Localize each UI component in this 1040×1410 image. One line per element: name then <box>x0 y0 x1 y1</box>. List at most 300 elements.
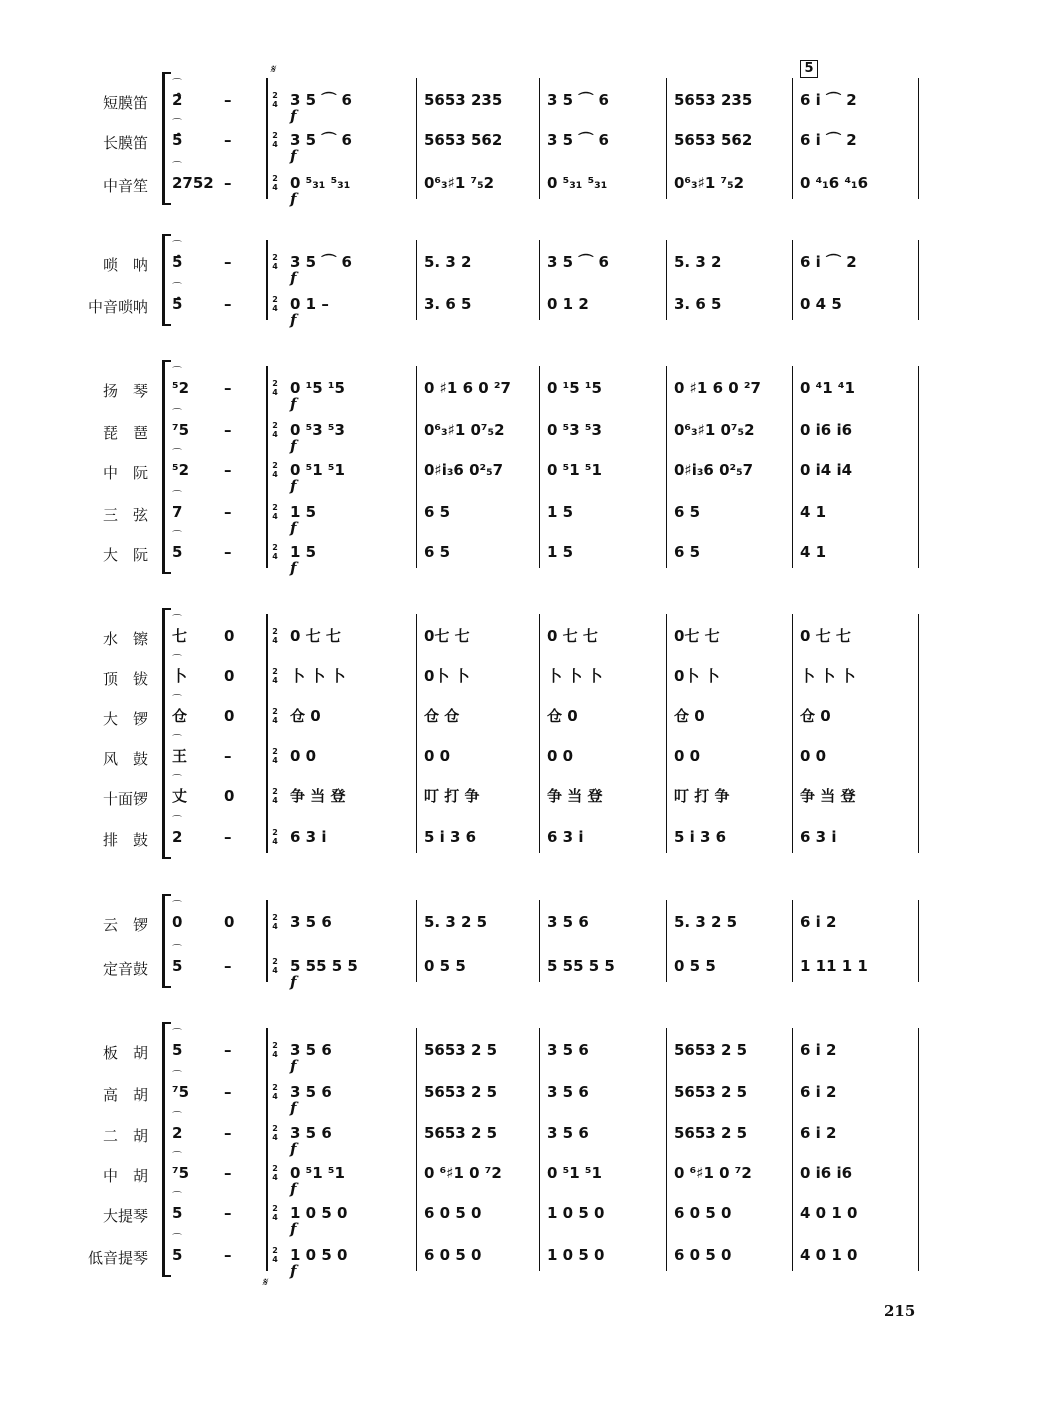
barline <box>266 78 268 199</box>
measure-cell: 0 ⁵₃₁ ⁵₃₁ <box>547 174 608 192</box>
pickup-note: 2 <box>172 828 183 846</box>
instrument-label: 中 胡 <box>102 1167 148 1185</box>
barline <box>666 78 667 199</box>
fermata-icon: ⌒ <box>172 241 182 252</box>
measure-cell: 0⁶₃♯1 ⁷₅2 <box>424 174 495 192</box>
time-signature-top: 2 <box>272 379 278 388</box>
measure-cell: 6 i 2 <box>800 913 837 931</box>
measure-cell: 3 5 ⌒ 6 <box>290 253 352 271</box>
pickup-note: 5̂ <box>172 131 183 149</box>
pickup-rest: – <box>224 91 232 109</box>
pickup-rest: – <box>224 174 232 192</box>
instrument-label: 水 镲 <box>102 630 148 648</box>
instrument-label: 扬 琴 <box>102 382 148 400</box>
time-signature-top: 2 <box>272 421 278 430</box>
pickup-rest: – <box>224 543 232 561</box>
dynamic-marking: f <box>290 519 297 537</box>
measure-cell: 1 11 1 1 <box>800 957 868 975</box>
time-signature-top: 2 <box>272 295 278 304</box>
time-signature-bottom: 4 <box>272 1050 278 1059</box>
pickup-rest: – <box>224 1041 232 1059</box>
time-signature-bottom: 4 <box>272 262 278 271</box>
measure-cell: 6 5 <box>674 503 701 521</box>
time-signature-bottom: 4 <box>272 922 278 931</box>
measure-cell: 3. 6 5 <box>424 295 472 313</box>
measure-cell: 0 5 5 <box>424 957 466 975</box>
fermata-icon: ⌒ <box>172 945 182 956</box>
fermata-icon: ⌒ <box>172 735 182 746</box>
time-signature-top: 2 <box>272 131 278 140</box>
measure-cell: 3 5 6 <box>290 1083 332 1101</box>
measure-cell: 0 七 七 <box>800 627 851 645</box>
measure-cell: 3 5 ⌒ 6 <box>547 91 609 109</box>
time-signature-bottom: 4 <box>272 636 278 645</box>
measure-cell: 0卜 卜 <box>424 667 470 685</box>
pickup-note: 5 <box>172 543 183 561</box>
measure-cell: 4 1 <box>800 543 827 561</box>
group-brace-gongs <box>162 894 165 988</box>
pickup-rest: – <box>224 1164 232 1182</box>
pickup-rest: 0 <box>224 707 235 725</box>
time-signature-bottom: 4 <box>272 512 278 521</box>
barline <box>918 366 919 568</box>
measure-cell: 5 55 5 5 <box>547 957 615 975</box>
time-signature-bottom: 4 <box>272 716 278 725</box>
pickup-note: 2752 <box>172 174 214 192</box>
pickup-note: ⁵2 <box>172 461 190 479</box>
measure-cell: 叮 打 争 <box>674 787 730 805</box>
page-number: 215 <box>884 1302 916 1320</box>
measure-cell: 3 5 6 <box>547 1083 589 1101</box>
time-signature-bottom: 4 <box>272 100 278 109</box>
time-signature-top: 2 <box>272 1083 278 1092</box>
measure-cell: 1 5 <box>547 503 574 521</box>
barline <box>539 78 540 199</box>
fermata-icon: ⌒ <box>172 1029 182 1040</box>
measure-cell: 5653 2 5 <box>424 1041 498 1059</box>
measure-cell: 6 i 2 <box>800 1124 837 1142</box>
dynamic-marking: f <box>290 395 297 413</box>
instrument-label: 顶 钹 <box>102 670 148 688</box>
pickup-note: 2̂ <box>172 91 183 109</box>
time-signature-top: 2 <box>272 957 278 966</box>
measure-cell: 5. 3 2 5 <box>674 913 738 931</box>
barline <box>792 1028 793 1271</box>
measure-cell: 5. 3 2 5 <box>424 913 488 931</box>
pickup-rest: – <box>224 1083 232 1101</box>
time-signature-top: 2 <box>272 503 278 512</box>
measure-cell: 0♯i₃6 0²₅7 <box>674 461 754 479</box>
dynamic-marking: f <box>290 1220 297 1238</box>
pickup-note: 2 <box>172 1124 183 1142</box>
pickup-note: 5 <box>172 957 183 975</box>
measure-cell: 6 0 5 0 <box>424 1246 482 1264</box>
measure-cell: 4 0 1 0 <box>800 1246 858 1264</box>
fermata-icon: ⌒ <box>172 119 182 130</box>
measure-cell: 仓 0 <box>290 707 321 725</box>
dynamic-marking: f <box>290 477 297 495</box>
instrument-label: 唢 呐 <box>102 256 148 274</box>
barline <box>266 900 268 982</box>
measure-cell: 卜 卜 卜 <box>547 667 603 685</box>
fermata-icon: ⌒ <box>172 655 182 666</box>
instrument-label: 低音提琴 <box>87 1249 148 1267</box>
pickup-note: ⁷5 <box>172 1083 190 1101</box>
measure-cell: 0 5 5 <box>674 957 716 975</box>
measure-cell: 0⁶₃♯1 0⁷₅2 <box>424 421 505 439</box>
time-signature-bottom: 4 <box>272 388 278 397</box>
measure-cell: 0 1 – <box>290 295 329 313</box>
barline <box>918 614 919 853</box>
measure-cell: 3 5 ⌒ 6 <box>547 131 609 149</box>
measure-cell: 0 七 七 <box>290 627 341 645</box>
instrument-label: 高 胡 <box>102 1086 148 1104</box>
time-signature-bottom: 4 <box>272 304 278 313</box>
barline <box>266 366 268 568</box>
measure-cell: 0 ¹5 ¹5 <box>290 379 345 397</box>
measure-cell: 仓 0 <box>547 707 578 725</box>
fermata-icon: ⌒ <box>172 695 182 706</box>
measure-cell: 4 1 <box>800 503 827 521</box>
time-signature-top: 2 <box>272 707 278 716</box>
measure-cell: 0 ¹5 ¹5 <box>547 379 602 397</box>
pickup-rest: – <box>224 421 232 439</box>
pickup-rest: – <box>224 1204 232 1222</box>
measure-cell: 6 3 i <box>290 828 327 846</box>
pickup-note: 王 <box>172 747 188 765</box>
time-signature-top: 2 <box>272 253 278 262</box>
measure-cell: 6 0 5 0 <box>424 1204 482 1222</box>
pickup-rest: – <box>224 747 232 765</box>
measure-cell: 6 5 <box>674 543 701 561</box>
measure-cell: 0 0 <box>674 747 701 765</box>
instrument-label: 十面锣 <box>102 790 148 808</box>
measure-cell: 6 i 2 <box>800 1083 837 1101</box>
pickup-note: ⁷5 <box>172 1164 190 1182</box>
measure-cell: 争 当 登 <box>800 787 856 805</box>
measure-cell: 卜 卜 卜 <box>290 667 346 685</box>
fermata-icon: ⌒ <box>172 1112 182 1123</box>
measure-cell: 5. 3 2 <box>674 253 722 271</box>
measure-cell: 0 0 <box>424 747 451 765</box>
pickup-rest: – <box>224 379 232 397</box>
instrument-label: 大提琴 <box>102 1207 148 1225</box>
pickup-note: 卜 <box>172 667 188 685</box>
time-signature-top: 2 <box>272 747 278 756</box>
pickup-note: ⁷5 <box>172 421 190 439</box>
barline <box>416 78 417 199</box>
dynamic-marking: f <box>290 107 297 125</box>
segno-icon: 𝄋 <box>270 62 276 76</box>
measure-cell: 0 ♯1 6 0 ²7 <box>674 379 761 397</box>
group-brace-percussion <box>162 608 165 859</box>
pickup-note: 5 <box>172 1246 183 1264</box>
barline <box>666 366 667 568</box>
measure-cell: 0 i6 i6 <box>800 421 853 439</box>
measure-cell: 0 ♯1 6 0 ²7 <box>424 379 511 397</box>
measure-cell: 3 5 6 <box>547 1041 589 1059</box>
measure-cell: 5653 235 <box>424 91 503 109</box>
pickup-rest: 0 <box>224 787 235 805</box>
fermata-icon: ⌒ <box>172 409 182 420</box>
time-signature-bottom: 4 <box>272 676 278 685</box>
instrument-label: 风 鼓 <box>102 750 148 768</box>
time-signature-top: 2 <box>272 627 278 636</box>
barline <box>539 366 540 568</box>
fermata-icon: ⌒ <box>172 1152 182 1163</box>
time-signature-top: 2 <box>272 913 278 922</box>
measure-cell: 3 5 6 <box>547 1124 589 1142</box>
dynamic-marking: f <box>290 1140 297 1158</box>
measure-cell: 5653 2 5 <box>674 1124 748 1142</box>
measure-cell: 0 1 2 <box>547 295 589 313</box>
pickup-note: 七 <box>172 627 188 645</box>
fermata-icon: ⌒ <box>172 162 182 173</box>
time-signature-top: 2 <box>272 543 278 552</box>
time-signature-bottom: 4 <box>272 430 278 439</box>
pickup-rest: – <box>224 1124 232 1142</box>
group-brace-plucked <box>162 360 165 574</box>
dynamic-marking: f <box>290 1099 297 1117</box>
dynamic-marking: f <box>290 437 297 455</box>
group-brace-suona <box>162 234 165 326</box>
barline <box>666 900 667 982</box>
time-signature-bottom: 4 <box>272 756 278 765</box>
group-brace-strings <box>162 1022 165 1277</box>
pickup-rest: – <box>224 828 232 846</box>
barline <box>918 78 919 199</box>
dynamic-marking: f <box>290 190 297 208</box>
time-signature-top: 2 <box>272 1164 278 1173</box>
time-signature-top: 2 <box>272 1204 278 1213</box>
fermata-icon: ⌒ <box>172 1192 182 1203</box>
time-signature-top: 2 <box>272 1246 278 1255</box>
measure-cell: 3 5 6 <box>290 1124 332 1142</box>
fermata-icon: ⌒ <box>172 1071 182 1082</box>
measure-cell: 6 5 <box>424 543 451 561</box>
measure-cell: 0 ⁵3 ⁵3 <box>290 421 345 439</box>
measure-cell: 0 ⁴₁6 ⁴₁6 <box>800 174 869 192</box>
instrument-label: 中音笙 <box>102 177 148 195</box>
fermata-icon: ⌒ <box>172 1234 182 1245</box>
measure-cell: 0 ⁵1 ⁵1 <box>290 461 345 479</box>
pickup-rest: 0 <box>224 627 235 645</box>
time-signature-bottom: 4 <box>272 470 278 479</box>
barline <box>792 78 793 199</box>
measure-cell: 5653 235 <box>674 91 753 109</box>
instrument-label: 长膜笛 <box>102 134 148 152</box>
time-signature-top: 2 <box>272 1124 278 1133</box>
measure-cell: 5653 562 <box>424 131 503 149</box>
instrument-label: 二 胡 <box>102 1127 148 1145</box>
instrument-label: 定音鼓 <box>102 960 148 978</box>
measure-cell: 6 i ⌒ 2 <box>800 131 857 149</box>
instrument-label: 大 锣 <box>102 710 148 728</box>
time-signature-bottom: 4 <box>272 1092 278 1101</box>
barline <box>792 240 793 320</box>
measure-cell: 3 5 ⌒ 6 <box>290 131 352 149</box>
dynamic-marking: f <box>290 559 297 577</box>
measure-cell: 5 i 3 6 <box>424 828 477 846</box>
pickup-rest: – <box>224 957 232 975</box>
dynamic-marking: f <box>290 311 297 329</box>
measure-cell: 0 ⁵1 ⁵1 <box>547 461 602 479</box>
measure-cell: 5653 562 <box>674 131 753 149</box>
barline <box>539 240 540 320</box>
pickup-rest: – <box>224 295 232 313</box>
dynamic-marking: f <box>290 1180 297 1198</box>
measure-cell: 0七 七 <box>674 627 720 645</box>
pickup-rest: 0 <box>224 667 235 685</box>
fermata-icon: ⌒ <box>172 531 182 542</box>
instrument-label: 排 鼓 <box>102 831 148 849</box>
barline <box>792 900 793 982</box>
pickup-note: 5 <box>172 1204 183 1222</box>
time-signature-bottom: 4 <box>272 837 278 846</box>
measure-cell: 6 i ⌒ 2 <box>800 91 857 109</box>
measure-cell: 3 5 6 <box>290 1041 332 1059</box>
fermata-icon: ⌒ <box>172 79 182 90</box>
instrument-label: 中音唢呐 <box>87 298 148 316</box>
fermata-icon: ⌒ <box>172 775 182 786</box>
pickup-note: 7 <box>172 503 183 521</box>
measure-cell: 6 0 5 0 <box>674 1246 732 1264</box>
time-signature-top: 2 <box>272 91 278 100</box>
barline <box>416 900 417 982</box>
measure-cell: 5. 3 2 <box>424 253 472 271</box>
fermata-icon: ⌒ <box>172 367 182 378</box>
measure-cell: 6 3 i <box>800 828 837 846</box>
measure-cell: 卜 卜 卜 <box>800 667 856 685</box>
measure-cell: 0 七 七 <box>547 627 598 645</box>
measure-cell: 1 0 5 0 <box>290 1246 348 1264</box>
measure-cell: 0⁶₃♯1 0⁷₅2 <box>674 421 755 439</box>
barline <box>918 240 919 320</box>
measure-cell: 4 0 1 0 <box>800 1204 858 1222</box>
fermata-icon: ⌒ <box>172 816 182 827</box>
time-signature-bottom: 4 <box>272 1173 278 1182</box>
barline <box>266 240 268 320</box>
measure-cell: 1 0 5 0 <box>547 1246 605 1264</box>
pickup-rest: – <box>224 461 232 479</box>
pickup-rest: – <box>224 503 232 521</box>
rehearsal-mark: 5 <box>800 60 818 78</box>
measure-cell: 0 ⁴1 ⁴1 <box>800 379 855 397</box>
measure-cell: 5653 2 5 <box>424 1124 498 1142</box>
measure-cell: 0 i4 i4 <box>800 461 853 479</box>
barline <box>539 614 540 853</box>
time-signature-top: 2 <box>272 1041 278 1050</box>
segno-icon: 𝄋 <box>262 1275 268 1289</box>
time-signature-bottom: 4 <box>272 183 278 192</box>
time-signature-top: 2 <box>272 828 278 837</box>
time-signature-bottom: 4 <box>272 140 278 149</box>
instrument-label: 短膜笛 <box>102 94 148 112</box>
measure-cell: 3 5 6 <box>290 913 332 931</box>
measure-cell: 0 ⁶♯1 0 ⁷2 <box>674 1164 752 1182</box>
measure-cell: 仓 0 <box>800 707 831 725</box>
time-signature-bottom: 4 <box>272 1213 278 1222</box>
fermata-icon: ⌒ <box>172 615 182 626</box>
measure-cell: 0卜 卜 <box>674 667 720 685</box>
barline <box>266 614 268 853</box>
barline <box>416 366 417 568</box>
barline <box>792 366 793 568</box>
pickup-rest: – <box>224 253 232 271</box>
barline <box>918 1028 919 1271</box>
measure-cell: 1 5 <box>290 543 317 561</box>
barline <box>666 1028 667 1271</box>
time-signature-top: 2 <box>272 174 278 183</box>
instrument-label: 琵 琶 <box>102 424 148 442</box>
fermata-icon: ⌒ <box>172 283 182 294</box>
measure-cell: 6 i ⌒ 2 <box>800 253 857 271</box>
pickup-rest: 0 <box>224 913 235 931</box>
dynamic-marking: f <box>290 269 297 287</box>
measure-cell: 1 5 <box>547 543 574 561</box>
pickup-rest: – <box>224 1246 232 1264</box>
pickup-note: 5̂ <box>172 295 183 313</box>
measure-cell: 0七 七 <box>424 627 470 645</box>
barline <box>416 614 417 853</box>
instrument-label: 板 胡 <box>102 1044 148 1062</box>
group-brace-winds <box>162 72 165 205</box>
dynamic-marking: f <box>290 973 297 991</box>
measure-cell: 3 5 6 <box>547 913 589 931</box>
barline <box>266 1028 268 1271</box>
pickup-rest: – <box>224 131 232 149</box>
measure-cell: 6 5 <box>424 503 451 521</box>
fermata-icon: ⌒ <box>172 449 182 460</box>
measure-cell: 0 0 <box>290 747 317 765</box>
time-signature-top: 2 <box>272 461 278 470</box>
fermata-icon: ⌒ <box>172 491 182 502</box>
time-signature-top: 2 <box>272 667 278 676</box>
barline <box>539 1028 540 1271</box>
measure-cell: 5 i 3 6 <box>674 828 727 846</box>
measure-cell: 5653 2 5 <box>424 1083 498 1101</box>
measure-cell: 0♯i₃6 0²₅7 <box>424 461 504 479</box>
measure-cell: 争 当 登 <box>290 787 346 805</box>
pickup-note: 丈 <box>172 787 188 805</box>
measure-cell: 争 当 登 <box>547 787 603 805</box>
measure-cell: 3. 6 5 <box>674 295 722 313</box>
measure-cell: 6 0 5 0 <box>674 1204 732 1222</box>
instrument-label: 中 阮 <box>102 464 148 482</box>
pickup-note: ⁵2 <box>172 379 190 397</box>
barline <box>666 240 667 320</box>
barline <box>539 900 540 982</box>
pickup-note: 5̂ <box>172 253 183 271</box>
fermata-icon: ⌒ <box>172 901 182 912</box>
dynamic-marking: f <box>290 1262 297 1280</box>
measure-cell: 仓 0 <box>674 707 705 725</box>
measure-cell: 叮 打 争 <box>424 787 480 805</box>
barline <box>416 240 417 320</box>
barline <box>416 1028 417 1271</box>
instrument-label: 云 锣 <box>102 916 148 934</box>
measure-cell: 0 ⁵1 ⁵1 <box>290 1164 345 1182</box>
dynamic-marking: f <box>290 1057 297 1075</box>
measure-cell: 6 i 2 <box>800 1041 837 1059</box>
measure-cell: 3 5 ⌒ 6 <box>290 91 352 109</box>
measure-cell: 0 ⁶♯1 0 ⁷2 <box>424 1164 502 1182</box>
time-signature-bottom: 4 <box>272 552 278 561</box>
time-signature-top: 2 <box>272 787 278 796</box>
barline <box>666 614 667 853</box>
measure-cell: 0 4 5 <box>800 295 842 313</box>
measure-cell: 5 55 5 5 <box>290 957 358 975</box>
